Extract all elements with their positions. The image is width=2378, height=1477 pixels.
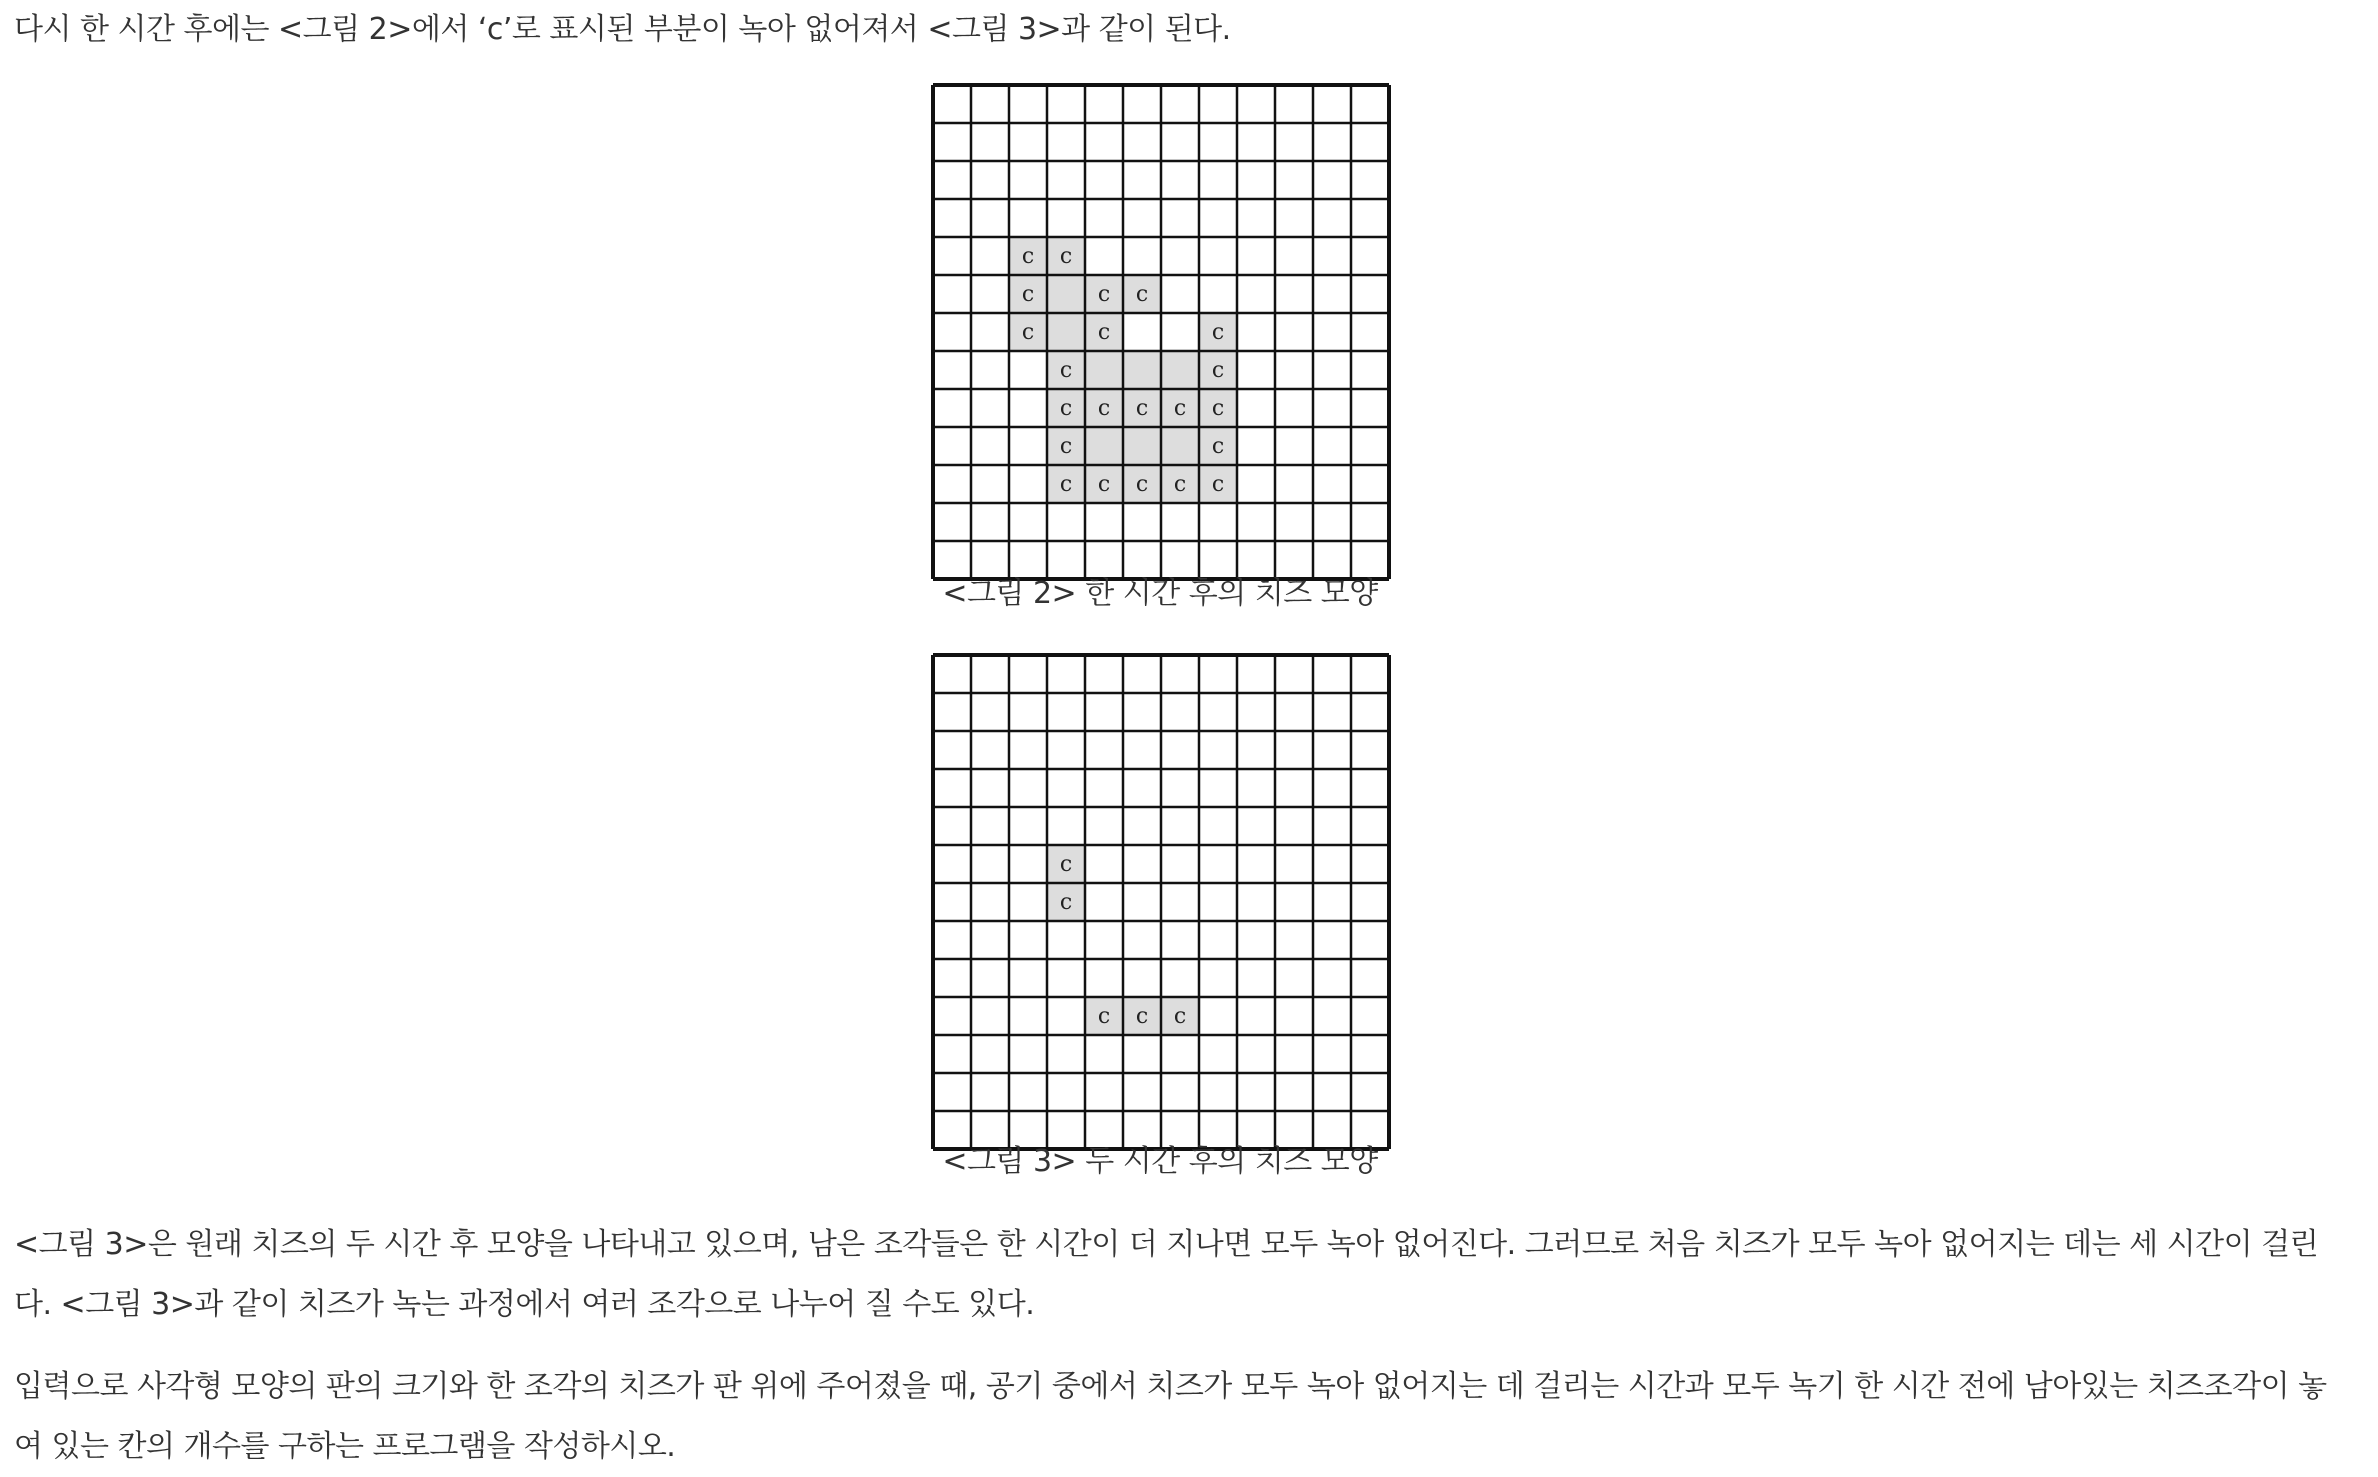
cheese-cell: [1047, 275, 1085, 313]
melting-cell-label: c: [1021, 282, 1035, 307]
cheese-cell: [1161, 351, 1199, 389]
cheese-cell: [1123, 351, 1161, 389]
melting-cell-label: c: [1059, 244, 1073, 269]
cheese-cell: [1123, 427, 1161, 465]
task-paragraph: 입력으로 사각형 모양의 판의 크기와 한 조각의 치즈가 판 위에 주어졌을 때, 공기 중에서 치즈가 모두 녹아 없어지는 데 걸리는 시간과 모두 녹기 한 시간 전에 남아있는 치즈조각이 놓여 있는 칸의 개수를 구하는 프로그램을 작성하시오.: [14, 1369, 2327, 1464]
melting-cell-label: c: [1097, 282, 1111, 307]
melting-cell-label: c: [1135, 282, 1149, 307]
melting-cell-label: c: [1211, 396, 1225, 421]
melting-cell-label: c: [1097, 1004, 1111, 1029]
explanation-paragraph: <그림 3>은 원래 치즈의 두 시간 후 모양을 나타내고 있으며, 남은 조각들은 한 시간이 더 지나면 모두 녹아 없어진다. 그러므로 처음 치즈가 모두 녹아 없어지는 데는 세 시간이 걸린다. <그림 3>과 같이 치즈가 녹는 과정에서 여러 조각으로 나누어 질 수도 있다.: [14, 1227, 2319, 1322]
melting-cell-label: c: [1059, 890, 1073, 915]
figure-3-grid: [930, 652, 1390, 1152]
melting-cell-label: c: [1059, 396, 1073, 421]
melting-cell-label: c: [1097, 472, 1111, 497]
melting-cell-label: c: [1211, 434, 1225, 459]
melting-cell-label: c: [1211, 472, 1225, 497]
melting-cell-label: c: [1059, 472, 1073, 497]
cheese-cell: [1085, 427, 1123, 465]
melting-cell-label: c: [1097, 320, 1111, 345]
cheese-grid-figure-3: [930, 652, 1392, 1152]
melting-cell-label: c: [1211, 358, 1225, 383]
melting-cell-label: c: [1021, 320, 1035, 345]
cheese-cell: [1085, 351, 1123, 389]
melting-cell-label: c: [1097, 396, 1111, 421]
melting-cell-label: c: [1135, 396, 1149, 421]
intro-paragraph: 다시 한 시간 후에는 <그림 2>에서 ‘c’로 표시된 부분이 녹아 없어져서 <그림 3>과 같이 된다.: [14, 12, 1231, 47]
figure-2-caption: <그림 2> 한 시간 후의 치즈 모양: [942, 576, 1378, 611]
melting-cell-label: c: [1173, 396, 1187, 421]
cheese-cell: [1161, 427, 1199, 465]
figure-2-grid: [930, 82, 1390, 582]
melting-cell-label: c: [1059, 434, 1073, 459]
melting-cell-label: c: [1135, 472, 1149, 497]
melting-cell-label: c: [1059, 852, 1073, 877]
melting-cell-label: c: [1173, 472, 1187, 497]
cheese-grid-figure-2: [930, 82, 1392, 582]
melting-cell-label: c: [1059, 358, 1073, 383]
figure-3-caption: <그림 3> 두 시간 후의 치즈 모양: [942, 1144, 1378, 1179]
cheese-cell: [1047, 313, 1085, 351]
melting-cell-label: c: [1021, 244, 1035, 269]
melting-cell-label: c: [1173, 1004, 1187, 1029]
melting-cell-label: c: [1211, 320, 1225, 345]
melting-cell-label: c: [1135, 1004, 1149, 1029]
